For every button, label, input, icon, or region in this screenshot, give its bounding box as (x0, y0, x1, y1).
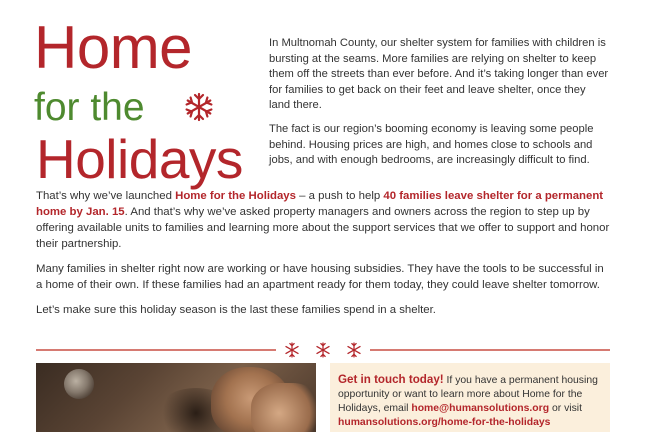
intro-paragraph: In Multnomah County, our shelter system for families with children is bursting at the seams. More families are relying on shelter to keep them off the streets than ever before. And it’s taking longer than ever for families to get back on their feet and leave shelter, once they land there. (269, 37, 609, 112)
family-photo (36, 363, 316, 432)
snowflake-icon (184, 92, 214, 122)
contact-callout (330, 363, 610, 432)
body-text-span: – a push to help (295, 190, 384, 202)
website-link[interactable]: humansolutions.org/home-for-the-holidays (338, 417, 551, 428)
email-link[interactable]: home@humansolutions.org (411, 403, 550, 414)
highlight-campaign-name: Home for the Holidays (175, 190, 296, 202)
snowflake-icon (315, 342, 331, 358)
body-text-span: . And that’s why we’ve asked property managers and owners across the region to step up by offering available units to families and learning more about the support services that we offer to support and honor their partnership. (36, 206, 610, 250)
snowflake-icon (346, 342, 362, 358)
body-text-span: That’s why we’ve launched (36, 190, 176, 202)
body-paragraph: Many families in shelter right now are working or have housing subsidies. They have the tools to be successful in a home of their own. If these families had an apartment ready for them today, they could leave shelter tomorrow. (36, 263, 604, 291)
divider-line (370, 349, 610, 351)
photo-ornament (64, 369, 94, 399)
intro-paragraph: The fact is our region’s booming economy is leaving some people behind. Housing prices are high, and homes close to schools and jobs, and with enough bedrooms, are increasingly difficult to find. (269, 122, 594, 167)
body-paragraph: Let’s make sure this holiday season is the last these families spend in a shelter. (36, 304, 436, 316)
body-text (36, 188, 610, 327)
title-home: Home (34, 14, 193, 81)
callout-heading: Get in touch today! (338, 373, 444, 386)
snowflake-icon (284, 342, 300, 358)
callout-text: If you have a permanent housing opportunity or want to learn more about Home for the Holidays, email (338, 375, 598, 414)
snowflake-divider (36, 342, 610, 358)
callout-text: or visit (549, 403, 582, 414)
photo-person-arm (251, 383, 316, 432)
divider-flakes (284, 342, 362, 358)
intro-text (269, 36, 609, 177)
divider-line (36, 349, 276, 351)
title-for-the: for the (34, 86, 145, 129)
highlight-goal: 40 families leave shelter for a permanent home by Jan. 15 (36, 190, 604, 218)
title-holidays: Holidays (36, 128, 243, 190)
body-paragraph (36, 188, 610, 252)
